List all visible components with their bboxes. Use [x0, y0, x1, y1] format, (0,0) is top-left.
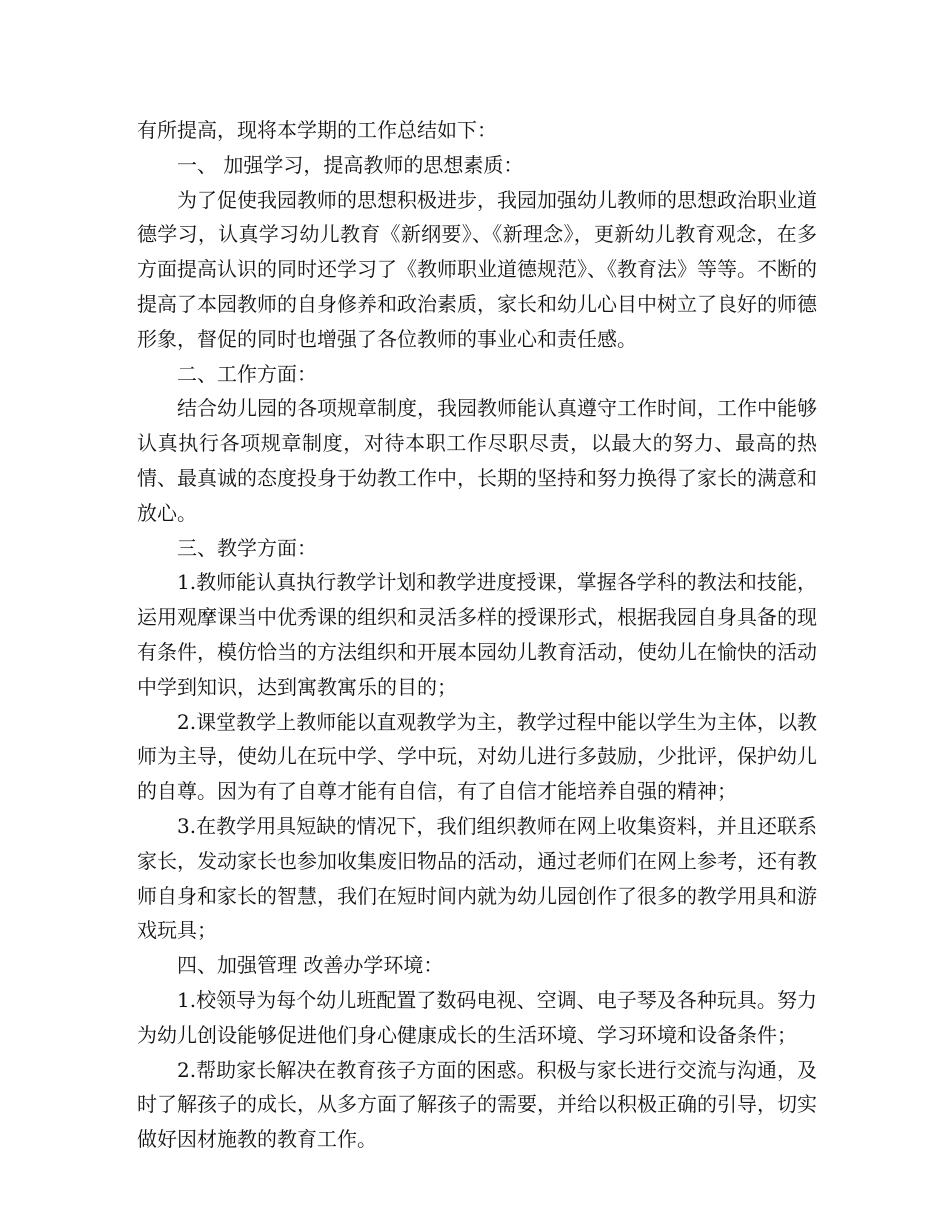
paragraph-section-4-item-1: 1.校领导为每个幼儿班配置了数码电视、空调、电子琴及各种玩具。努力为幼儿创设能够促进他们身心健康成长的生活环境、学习环境和设备条件；: [137, 987, 817, 1047]
paragraph-intro: 有所提高，现将本学期的工作总结如下：: [137, 118, 497, 142]
paragraph-section-3-item-1: 1.教师能认真执行教学计划和教学进度授课，掌握各学科的教法和技能，运用观摩课当中优秀课的组织和灵活多样的授课形式，根据我园自身具备的现有条件，模仿恰当的方法组织和开展本园幼儿教育活动，使幼儿在愉快的活动中学到知识，达到寓教寓乐的目的；: [137, 570, 817, 699]
document-body: [137, 113, 817, 1157]
paragraph-section-2: 结合幼儿园的各项规章制度，我园教师能认真遵守工作时间，工作中能够认真执行各项规章制度，对待本职工作尽职尽责，以最大的努力、最高的热情、最真诚的态度投身于幼教工作中，长期的坚持和努力换得了家长的满意和放心。: [137, 396, 817, 525]
heading-section-1: 一、 加强学习，提高教师的思想素质：: [177, 152, 524, 177]
heading-section-4: 四、加强管理 改善办学环境：: [177, 953, 444, 978]
paragraph-section-3-item-2: 2.课堂教学上教师能以直观教学为主，教学过程中能以学生为主体，以教师为主导，使幼儿在玩中学、学中玩，对幼儿进行多鼓励，少批评，保护幼儿的自尊。因为有了自尊才能有自信，有了自信才能培养自强的精神；: [137, 709, 817, 804]
paragraph-section-3-item-3: 3.在教学用具短缺的情况下，我们组织教师在网上收集资料，并且还联系家长，发动家长也参加收集废旧物品的活动，通过老师们在网上参考，还有教师自身和家长的智慧，我们在短时间内就为幼儿园创作了很多的教学用具和游戏玩具；: [137, 813, 817, 943]
paragraph-section-1: 为了促使我园教师的思想积极进步，我园加强幼儿教师的思想政治职业道德学习，认真学习幼儿教育《新纲要》、《新理念》，更新幼儿教育观念，在多方面提高认识的同时还学习了《教师职业道德规范》、《教育法》等等。不断的提高了本园教师的自身修养和政治素质，家长和幼儿心目中树立了良好的师德形象，督促的同时也增强了各位教师的事业心和责任感。: [137, 187, 817, 351]
heading-section-3: 三、教学方面：: [177, 535, 317, 560]
heading-section-2: 二、工作方面：: [177, 361, 317, 386]
paragraph-section-4-item-2: 2.帮助家长解决在教育孩子方面的困惑。积极与家长进行交流与沟通，及时了解孩子的成长，从多方面了解孩子的需要，并给以积极正确的引导，切实做好因材施教的教育工作。: [137, 1057, 817, 1152]
